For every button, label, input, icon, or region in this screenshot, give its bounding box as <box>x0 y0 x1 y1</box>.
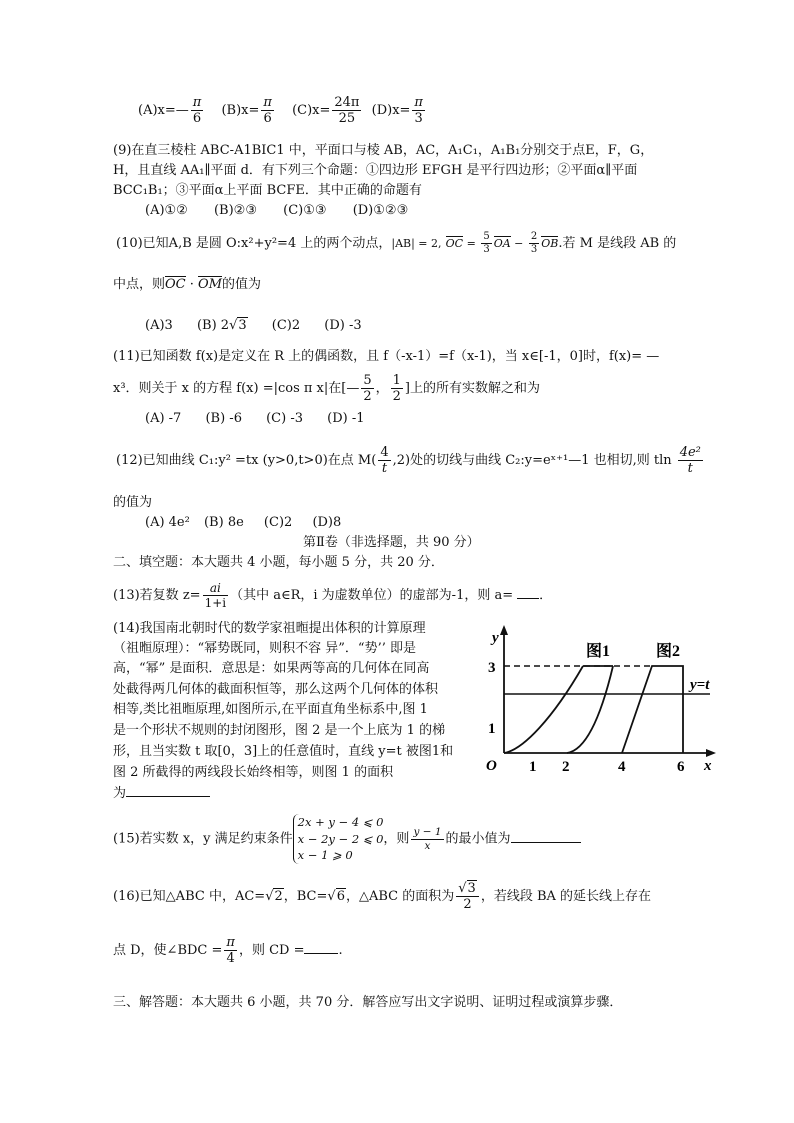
x-tick-4: 4 <box>618 759 626 775</box>
q9-option-d: (D)①②③ <box>352 203 409 218</box>
q14-line: 是一个形状不规则的封闭图形，图 2 是一个上底为 1 的梯 <box>113 723 446 738</box>
q8-options <box>138 96 427 125</box>
q9-option-b: (B)②③ <box>213 203 257 218</box>
q16-line2: 点 D，使∠BDC = $\frac{\pi}{4}$ ，则 CD = . <box>113 935 343 966</box>
x-axis-arrow-icon <box>706 749 716 757</box>
q11-options <box>145 412 365 425</box>
section3-heading: 三、解答题：本大题共 6 小题，共 70 分．解答应写出文字说明、证明过程或演算步骤． <box>113 995 623 1010</box>
q9-line1: (9)在直三棱柱 ABC-A1BIC1 中，平面口与棱 AB，AC，A₁C₁，A₁B₁分别交于点E，F，G， <box>113 143 654 158</box>
q9-line2: H，且直线 AA₁∥平面 d．有下列三个命题：①四边形 EFGH 是平行四边形；②平面α∥平面 <box>113 163 638 178</box>
fig2-label: 图2 <box>656 643 681 660</box>
q14-line: 高，“幂” 是面积．意思是：如果两等高的几何体在同高 <box>113 661 430 676</box>
q14-line: 处截得两几何体的截面积恒等，那么这两个几何体的体积 <box>113 682 439 697</box>
q10-options <box>145 319 362 332</box>
q11-option-b: (B) -6 <box>205 411 242 426</box>
q11-line1: (11)已知函数 f(x)是定义在 R 上的偶函数，且 f（-x-1）=f（x-1)，当 x∈[-1，0]时，f(x)= — <box>113 349 660 364</box>
q9-options <box>145 204 408 217</box>
q14-line: 图 2 所截得的两线段长始终相等，则图 1 的面积 <box>113 765 394 780</box>
q10-line2: 中点，则OC · OM的值为 <box>113 277 262 292</box>
q14-line: 为 <box>113 787 210 800</box>
y-tick-3: 3 <box>488 660 496 676</box>
section2-heading: 二、填空题：本大题共 4 小题，每小题 5 分，共 20 分． <box>113 555 444 570</box>
q9-line3: BCC₁B₁；③平面α上平面 BCFE．其中正确的命题有 <box>113 183 422 198</box>
y-axis-label: y <box>492 630 499 646</box>
q13: (13)若复数 z= $\frac{ai}{1+i}$ （其中 a∈R，i 为虚数单位）的虚部为-1，则 a= ． <box>113 581 553 610</box>
y-tick-1: 1 <box>488 721 496 737</box>
q12-option-b: (B) 8e <box>203 515 244 530</box>
q12-line1: (12)已知曲线 C₁:y² =tx (y>0,t>0)在点 M( $\frac{4}{t}$ ,2)处的切线与曲线 C₂:y=eˣ⁺¹—1 也相切,则 tln $\frac{\text{4e²}}{t}$ <box>116 445 701 476</box>
x-tick-6: 6 <box>677 759 685 775</box>
q15: (15)若实数 x，y 满足约束条件 2x + y − 4 ⩽ 0 x − 2y − 2 ⩽ 0 x − 1 ⩾ 0 ，则 $\frac{y - 1}{x}$ 的最小值为 <box>113 814 581 864</box>
x-axis-label: x <box>704 758 712 774</box>
q11-option-a: (A) -7 <box>145 411 182 426</box>
q14-line: 形，且当实数 t 取[0，3]上的任意值时，直线 y=t 被图1和 <box>113 744 454 759</box>
q12-option-d: (D)8 <box>312 515 342 530</box>
fig1-label: 图1 <box>586 643 611 660</box>
q8-option-d: (D)x= $\frac{\pi}{3}$ <box>371 95 423 126</box>
q11-option-d: (D) -1 <box>327 411 365 426</box>
q14-line: (14)我国南北朝时代的数学家祖暅提出体积的计算原理 <box>113 621 426 636</box>
q14-figure <box>478 618 718 778</box>
y-equals-t-label: y=t <box>690 677 710 693</box>
q10-option-d: (D) -3 <box>324 318 362 333</box>
figure1-left-curve <box>504 666 583 753</box>
q9-option-c: (C)①③ <box>283 203 327 218</box>
q12-options <box>145 516 341 529</box>
q11-line2: x³．则关于 x 的方程 f(x) =|cos π x|在[— $\frac{5}{2}$ ， $\frac{1}{2}$ ]上的所有实数解之和为 <box>113 373 540 404</box>
x-tick-2: 2 <box>562 759 570 775</box>
q9-option-a: (A)①② <box>145 203 188 218</box>
q10-option-b: (B) 2√3 <box>196 318 247 333</box>
q14-line: 相等,类比祖暅原理,如图所示,在平面直角坐标系中,图 1 <box>113 702 428 717</box>
figure2-trapezoid <box>622 666 683 753</box>
x-tick-1: 1 <box>529 759 537 775</box>
figure1-right-curve <box>567 666 613 753</box>
q12-option-c: (C)2 <box>263 515 293 530</box>
q12-line2: 的值为 <box>113 495 153 510</box>
q8-option-a: (A)x=— $\frac{\pi}{6}$ <box>138 95 202 126</box>
y-axis-arrow-icon <box>500 625 508 635</box>
q10-option-a: (A)3 <box>145 318 173 333</box>
q10-line1: (10)已知A,B 是圆 O:x²+y²=4 上的两个动点，|AB| = 2, OC = $\frac{5}{3}$ OA − $\frac{2}{3}$ OB.若 M 是线段 AB 的 <box>116 231 677 255</box>
q16-line1: (16)已知△ABC 中，AC=√2，BC=√6，△ABC 的面积为 $\frac{√3}{2}$ ，若线段 BA 的延长线上存在 <box>113 881 652 912</box>
q8-option-b: (B)x= $\frac{\pi}{6}$ <box>221 95 272 126</box>
q8-option-c: (C)x= $\frac{24\pi}{25}$ <box>292 95 360 126</box>
part2-heading: 第Ⅱ卷（非选择题，共 90 分） <box>303 535 480 550</box>
q10-option-c: (C)2 <box>271 318 301 333</box>
q12-option-a: (A) 4e² <box>145 515 190 530</box>
q14-line: （祖暅原理）：“幂势既同，则积不容 异”．“势’’ 即是 <box>113 641 416 656</box>
q11-option-c: (C) -3 <box>266 411 303 426</box>
origin-label: O <box>486 758 497 774</box>
